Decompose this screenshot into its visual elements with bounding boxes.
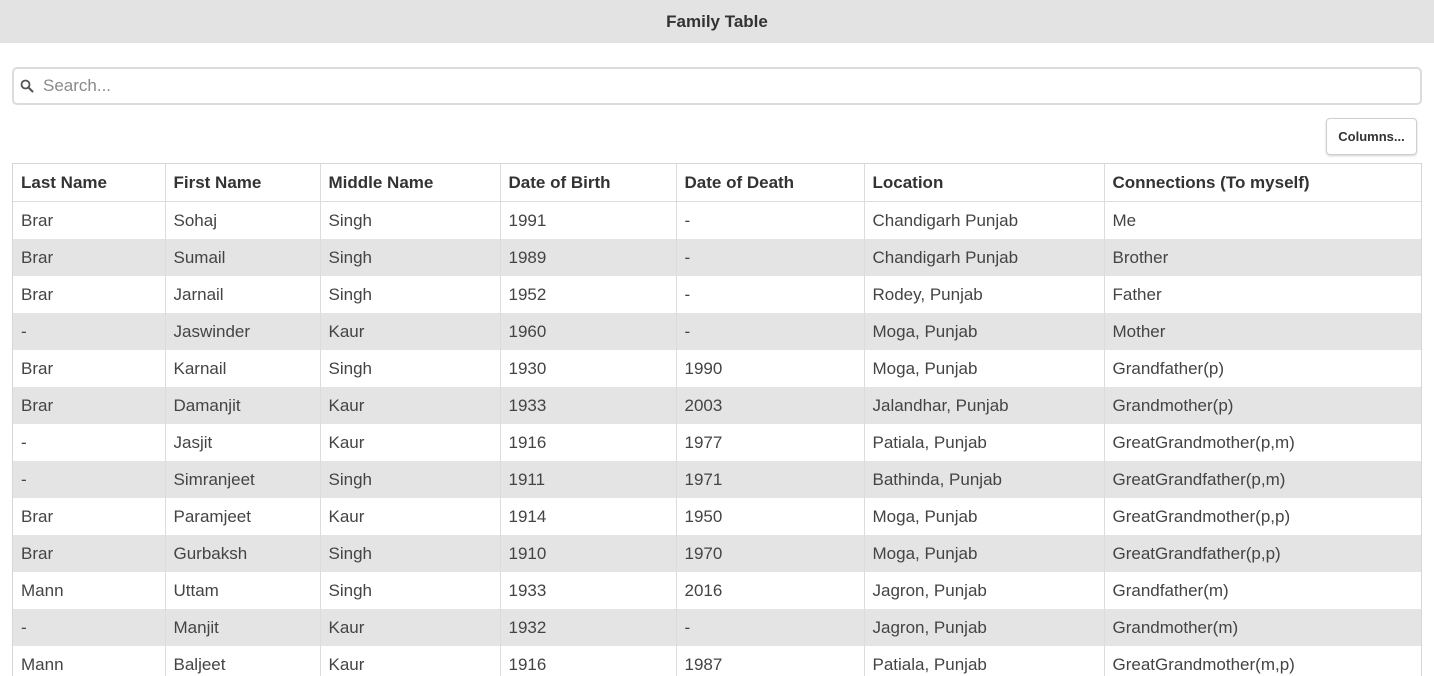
cell-last-name: - [13, 609, 165, 646]
table-row[interactable] [13, 424, 1422, 461]
table-header-row [13, 164, 1422, 202]
cell-connections: GreatGrandmother(p,p) [1112, 506, 1291, 526]
search-icon [19, 78, 35, 94]
page-title: Family Table [666, 11, 768, 31]
cell-location: Patiala, Punjab [864, 646, 1104, 676]
search-box[interactable] [12, 67, 1422, 105]
cell-middle-name: Singh [320, 461, 500, 498]
cell-connections: GreatGrandmother(m,p) [1112, 654, 1295, 674]
search-input[interactable] [41, 70, 1420, 102]
column-header-middle-name[interactable]: Middle Name [320, 164, 500, 202]
cell-date-of-death: 1990 [676, 350, 864, 387]
cell-location: Moga, Punjab [864, 313, 1104, 350]
cell-last-name: Brar [13, 350, 165, 387]
title-bar [0, 0, 1434, 43]
table-row[interactable] [13, 572, 1422, 609]
cell-location: Chandigarh Punjab [864, 239, 1104, 276]
cell-connections: Grandmother(p) [1112, 395, 1234, 415]
cell-date-of-death: 1950 [676, 498, 864, 535]
family-table-container [12, 163, 1422, 676]
cell-first-name: Gurbaksh [165, 535, 320, 572]
cell-connections: GreatGrandmother(p,m) [1112, 432, 1295, 452]
cell-date-of-death: 2003 [676, 387, 864, 424]
cell-first-name: Manjit [165, 609, 320, 646]
cell-location: Chandigarh Punjab [864, 202, 1104, 240]
cell-date-of-birth: 1933 [500, 387, 676, 424]
cell-middle-name: Singh [320, 239, 500, 276]
cell-date-of-birth: 1932 [500, 609, 676, 646]
cell-date-of-birth: 1933 [500, 572, 676, 609]
cell-date-of-death: 1977 [676, 424, 864, 461]
cell-date-of-birth: 1910 [500, 535, 676, 572]
cell-first-name: Uttam [165, 572, 320, 609]
column-header-date-of-death[interactable]: Date of Death [676, 164, 864, 202]
cell-middle-name: Singh [320, 535, 500, 572]
cell-date-of-death: 1987 [676, 646, 864, 676]
cell-last-name: - [13, 424, 165, 461]
cell-location: Moga, Punjab [864, 350, 1104, 387]
cell-last-name: Brar [13, 239, 165, 276]
cell-location: Bathinda, Punjab [864, 461, 1104, 498]
cell-date-of-birth: 1914 [500, 498, 676, 535]
column-header-date-of-birth[interactable]: Date of Birth [500, 164, 676, 202]
cell-first-name: Jarnail [165, 276, 320, 313]
table-row[interactable] [13, 609, 1422, 646]
cell-date-of-birth: 1989 [500, 239, 676, 276]
cell-middle-name: Singh [320, 572, 500, 609]
column-header-connections[interactable]: Connections (To myself) [1104, 164, 1422, 202]
cell-location: Patiala, Punjab [864, 424, 1104, 461]
table-row[interactable] [13, 646, 1422, 676]
table-row[interactable] [13, 498, 1422, 535]
cell-location: Moga, Punjab [864, 535, 1104, 572]
cell-date-of-death: - [676, 202, 864, 240]
cell-middle-name: Kaur [320, 313, 500, 350]
cell-first-name: Sohaj [165, 202, 320, 240]
cell-connections: GreatGrandfather(p,p) [1112, 543, 1281, 563]
cell-last-name: - [13, 313, 165, 350]
cell-middle-name: Kaur [320, 387, 500, 424]
cell-date-of-death: 1971 [676, 461, 864, 498]
cell-middle-name: Kaur [320, 424, 500, 461]
cell-last-name: Brar [13, 498, 165, 535]
cell-connections: Me [1112, 210, 1137, 230]
cell-location: Jagron, Punjab [864, 609, 1104, 646]
cell-date-of-birth: 1952 [500, 276, 676, 313]
table-row[interactable] [13, 461, 1422, 498]
cell-middle-name: Singh [320, 276, 500, 313]
family-table [13, 164, 1422, 676]
table-body [13, 202, 1422, 676]
cell-connections: Grandfather(p) [1112, 358, 1224, 378]
cell-date-of-death: - [676, 239, 864, 276]
cell-last-name: Brar [13, 276, 165, 313]
table-row[interactable] [13, 350, 1422, 387]
cell-last-name: Mann [13, 572, 165, 609]
cell-middle-name: Kaur [320, 609, 500, 646]
table-row[interactable] [13, 313, 1422, 350]
table-row[interactable] [13, 535, 1422, 572]
cell-first-name: Damanjit [165, 387, 320, 424]
column-header-first-name[interactable]: First Name [165, 164, 320, 202]
column-header-last-name[interactable]: Last Name [13, 164, 165, 202]
cell-last-name: Brar [13, 535, 165, 572]
table-row[interactable] [13, 276, 1422, 313]
cell-location: Jalandhar, Punjab [864, 387, 1104, 424]
cell-middle-name: Kaur [320, 646, 500, 676]
columns-button[interactable]: Columns... [1326, 118, 1417, 155]
cell-last-name: Brar [13, 202, 165, 240]
cell-date-of-death: 2016 [676, 572, 864, 609]
cell-date-of-death: - [676, 276, 864, 313]
cell-date-of-death: - [676, 609, 864, 646]
cell-location: Jagron, Punjab [864, 572, 1104, 609]
cell-connections: Father [1112, 284, 1162, 304]
cell-middle-name: Singh [320, 350, 500, 387]
cell-last-name: Mann [13, 646, 165, 676]
cell-date-of-birth: 1911 [500, 461, 676, 498]
cell-date-of-birth: 1930 [500, 350, 676, 387]
cell-first-name: Jaswinder [165, 313, 320, 350]
cell-first-name: Sumail [165, 239, 320, 276]
cell-date-of-birth: 1960 [500, 313, 676, 350]
cell-first-name: Paramjeet [165, 498, 320, 535]
cell-date-of-death: - [676, 313, 864, 350]
table-row[interactable] [13, 202, 1422, 240]
cell-connections: Brother [1112, 247, 1169, 267]
cell-date-of-birth: 1916 [500, 424, 676, 461]
cell-date-of-birth: 1916 [500, 646, 676, 676]
cell-first-name: Karnail [165, 350, 320, 387]
table-row[interactable] [13, 239, 1422, 276]
cell-date-of-death: 1970 [676, 535, 864, 572]
cell-connections: Grandfather(m) [1112, 580, 1229, 600]
cell-last-name: - [13, 461, 165, 498]
table-row[interactable] [13, 387, 1422, 424]
cell-location: Moga, Punjab [864, 498, 1104, 535]
cell-first-name: Simranjeet [165, 461, 320, 498]
cell-connections: Mother [1112, 321, 1166, 341]
cell-middle-name: Singh [320, 202, 500, 240]
cell-date-of-birth: 1991 [500, 202, 676, 240]
cell-first-name: Jasjit [165, 424, 320, 461]
cell-first-name: Baljeet [165, 646, 320, 676]
cell-last-name: Brar [13, 387, 165, 424]
cell-connections: Grandmother(m) [1112, 617, 1239, 637]
cell-middle-name: Kaur [320, 498, 500, 535]
cell-location: Rodey, Punjab [864, 276, 1104, 313]
cell-connections: GreatGrandfather(p,m) [1112, 469, 1286, 489]
column-header-location[interactable]: Location [864, 164, 1104, 202]
